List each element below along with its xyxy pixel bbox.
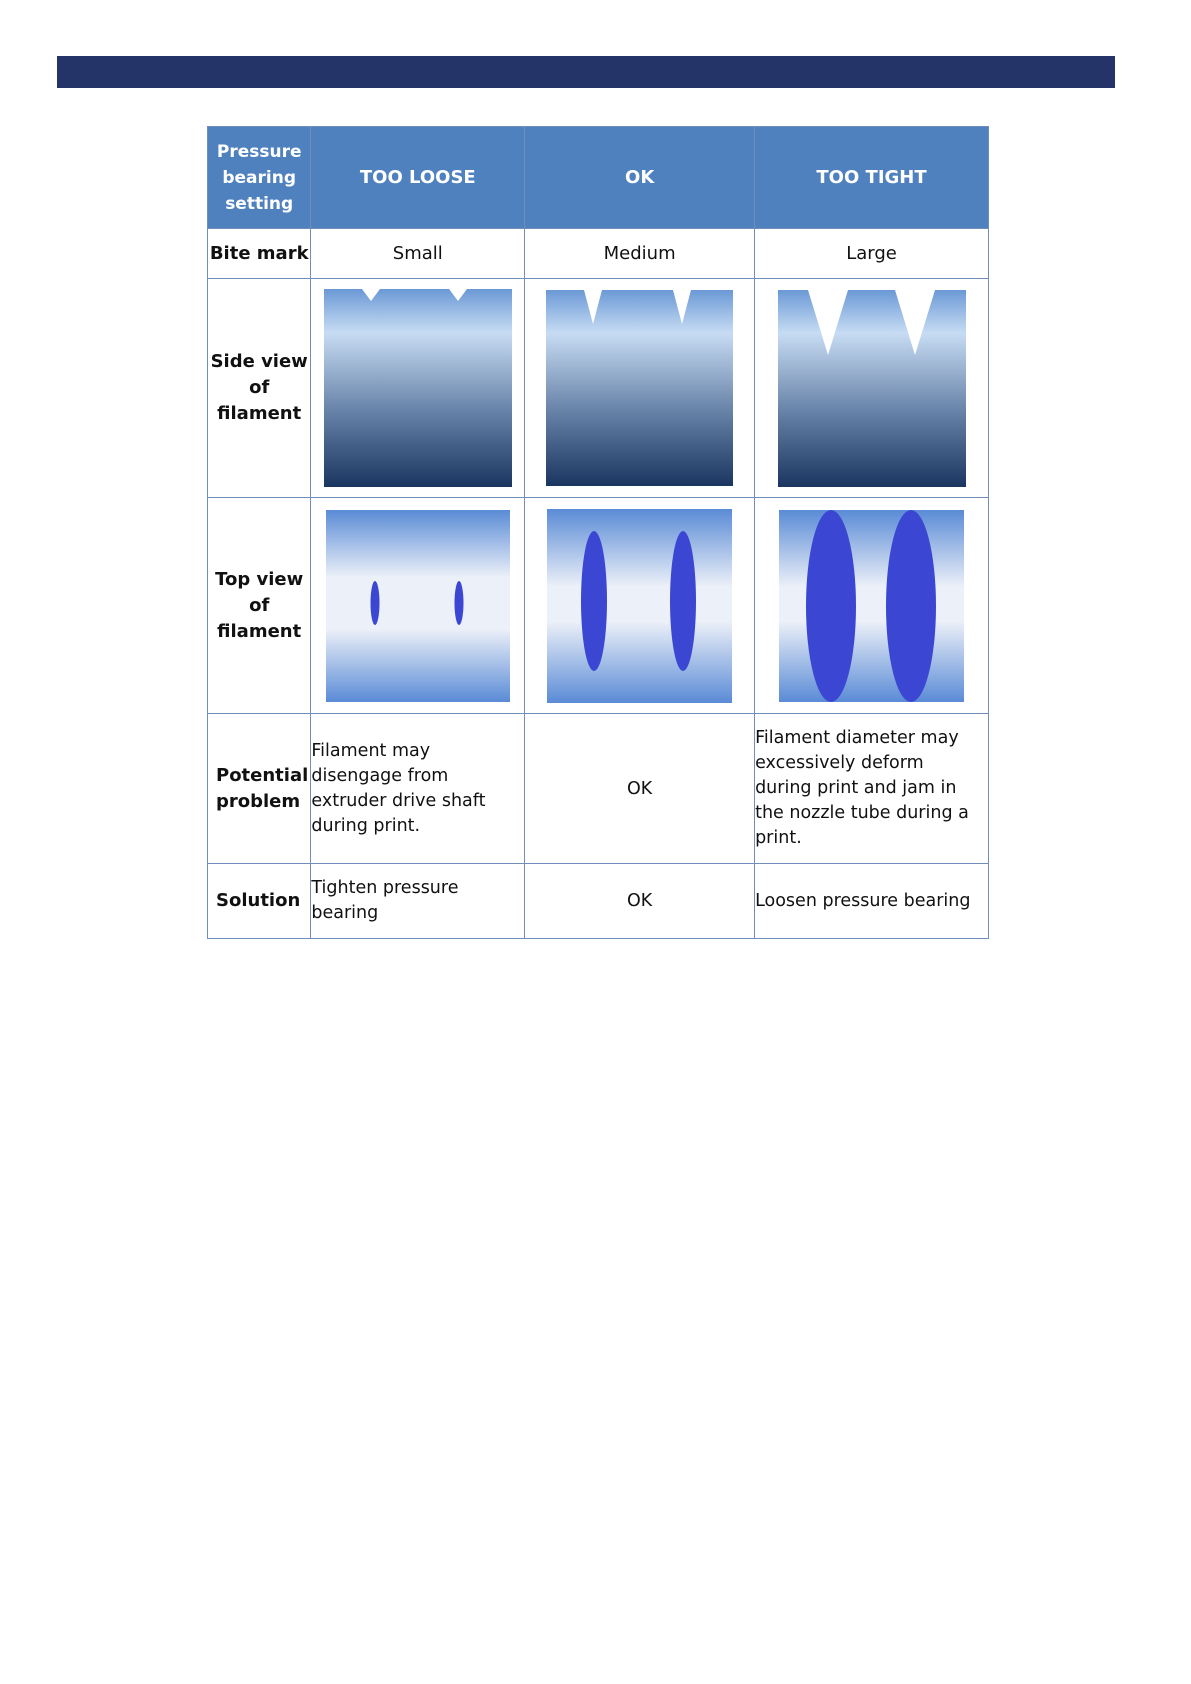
side-view-filament-small-bite-image — [324, 289, 512, 487]
column-header-too-loose: TOO LOOSE — [311, 127, 525, 229]
text-line: Filament diameter may — [755, 728, 959, 748]
label-line: problem — [216, 790, 301, 812]
top-view-filament-large-marks-image — [779, 510, 964, 702]
side-view-row — [208, 279, 989, 498]
problem-too-tight — [755, 714, 989, 864]
header-row — [208, 127, 989, 229]
corner-line: bearing — [222, 167, 297, 188]
text-line: during print. — [311, 815, 421, 836]
bite-mark-ok: Medium — [525, 229, 755, 279]
side-view-ok — [525, 279, 755, 498]
label-line: filament — [217, 620, 302, 642]
column-header-ok: OK — [525, 127, 755, 229]
bite-mark-shape — [806, 510, 856, 702]
label-line: Top view — [215, 568, 304, 590]
text-line: bearing — [311, 903, 379, 923]
corner-line: Pressure — [216, 141, 302, 162]
label-line: Potential — [216, 764, 309, 786]
label-line: Side view — [210, 351, 308, 372]
column-header-too-tight: TOO TIGHT — [755, 127, 989, 229]
bite-mark-row — [208, 229, 989, 279]
bite-mark-shape — [454, 581, 463, 625]
pressure-bearing-table — [207, 126, 989, 939]
row-label-top-view — [208, 498, 311, 714]
side-view-too-loose — [311, 279, 525, 498]
solution-ok: OK — [525, 864, 755, 939]
solution-too-tight: Loosen pressure bearing — [755, 864, 989, 939]
bite-mark-shape — [886, 510, 936, 702]
bite-mark-shape — [670, 531, 696, 671]
row-label-solution: Solution — [208, 864, 311, 939]
side-view-filament-large-bite-image — [778, 290, 966, 487]
label-line: filament — [217, 403, 302, 424]
top-view-filament-medium-marks-image — [547, 509, 732, 703]
text-line: Tighten pressure — [311, 878, 459, 898]
row-label-potential-problem — [208, 714, 311, 864]
problem-ok: OK — [525, 714, 755, 864]
problem-too-loose — [311, 714, 525, 864]
top-view-too-tight — [755, 498, 989, 714]
bite-mark-shape — [581, 531, 607, 671]
text-line: disengage from — [311, 765, 449, 786]
text-line: excessively deform — [755, 753, 924, 773]
bite-mark-too-tight: Large — [755, 229, 989, 279]
row-label-side-view — [208, 279, 311, 498]
text-line: extruder drive shaft — [311, 790, 486, 811]
top-view-filament-small-marks-image — [326, 510, 510, 702]
potential-problem-row — [208, 714, 989, 864]
side-view-too-tight — [755, 279, 989, 498]
top-view-too-loose — [311, 498, 525, 714]
text-line: print. — [755, 828, 802, 848]
text-line: Filament may — [311, 740, 431, 761]
side-view-filament-medium-bite-image — [546, 290, 733, 486]
solution-too-loose — [311, 864, 525, 939]
bite-mark-shape — [370, 581, 379, 625]
top-view-row — [208, 498, 989, 714]
label-line: of — [249, 377, 270, 398]
solution-row — [208, 864, 989, 939]
corner-line: setting — [225, 193, 294, 214]
text-line: the nozzle tube during a — [755, 803, 969, 823]
text-line: during print and jam in — [755, 778, 957, 798]
top-view-ok — [525, 498, 755, 714]
row-label-bite-mark: Bite mark — [208, 229, 311, 279]
label-line: of — [249, 594, 270, 616]
header-bar — [57, 56, 1115, 88]
corner-header — [208, 127, 311, 229]
bite-mark-too-loose: Small — [311, 229, 525, 279]
